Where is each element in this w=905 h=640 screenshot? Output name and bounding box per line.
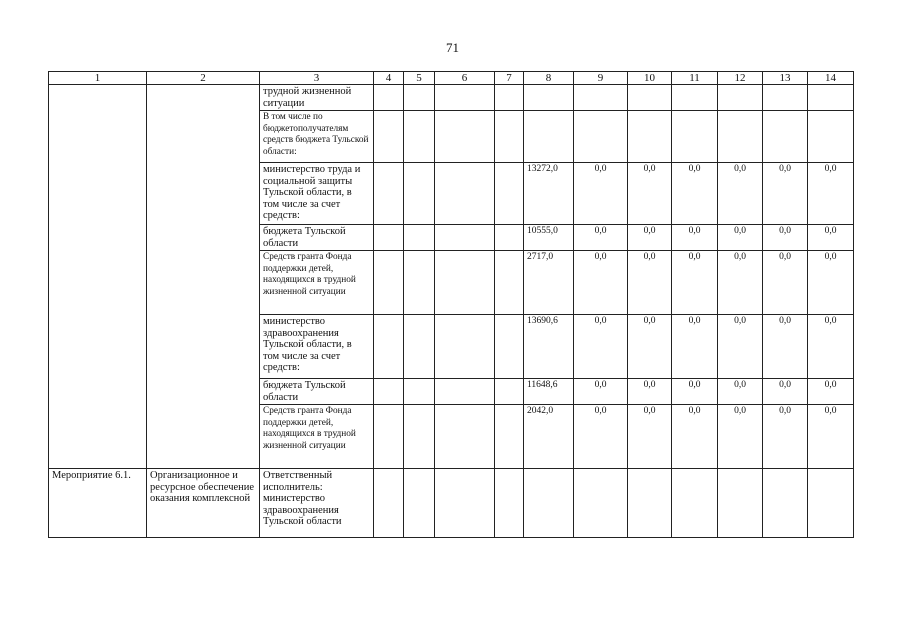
value-cell: 2717,0 xyxy=(524,251,574,315)
empty-cell xyxy=(495,251,524,315)
row-description: трудной жизненной ситуации xyxy=(260,85,374,111)
value-cell: 0,0 xyxy=(718,251,763,315)
value-cell xyxy=(763,85,808,111)
empty-cell xyxy=(404,225,435,251)
empty-cell xyxy=(574,469,628,538)
empty-cell xyxy=(435,405,495,469)
empty-cell xyxy=(374,315,404,379)
empty-cell xyxy=(435,379,495,405)
column-header-4: 4 xyxy=(374,72,404,85)
value-cell: 0,0 xyxy=(808,405,854,469)
column-header-6: 6 xyxy=(435,72,495,85)
empty-cell xyxy=(435,225,495,251)
empty-cell xyxy=(404,315,435,379)
value-cell: 0,0 xyxy=(574,379,628,405)
empty-cell xyxy=(404,85,435,111)
empty-cell xyxy=(404,111,435,163)
row-description: бюджета Тульской области xyxy=(260,225,374,251)
empty-cell xyxy=(374,85,404,111)
value-cell: 0,0 xyxy=(718,379,763,405)
value-cell: 0,0 xyxy=(763,225,808,251)
empty-cell xyxy=(404,251,435,315)
column-header-13: 13 xyxy=(763,72,808,85)
value-cell: 0,0 xyxy=(628,315,672,379)
column-header-10: 10 xyxy=(628,72,672,85)
value-cell xyxy=(574,85,628,111)
empty-cell xyxy=(435,111,495,163)
empty-cell xyxy=(495,315,524,379)
value-cell: 0,0 xyxy=(808,251,854,315)
value-cell xyxy=(808,85,854,111)
budget-table xyxy=(48,71,854,538)
row-description: Средств гранта Фонда поддержки детей, находящихся в трудной жизненной ситуации xyxy=(260,405,374,469)
column-header-14: 14 xyxy=(808,72,854,85)
empty-cell xyxy=(495,225,524,251)
value-cell: 0,0 xyxy=(672,225,718,251)
empty-cell xyxy=(374,251,404,315)
row-description: В том числе по бюджетополучателям средств бюджета Тульской области: xyxy=(260,111,374,163)
value-cell: 0,0 xyxy=(718,163,763,225)
value-cell: 0,0 xyxy=(574,315,628,379)
value-cell xyxy=(524,85,574,111)
event-title: Организационное и ресурсное обеспечение оказания комплексной xyxy=(147,469,260,538)
value-cell: 10555,0 xyxy=(524,225,574,251)
event-number: Мероприятие 6.1. xyxy=(49,469,147,538)
value-cell: 13690,6 xyxy=(524,315,574,379)
row-description: министерство здравоохранения Тульской области, в том числе за счет средств: xyxy=(260,315,374,379)
empty-cell xyxy=(495,405,524,469)
empty-cell xyxy=(495,379,524,405)
empty-cell xyxy=(435,251,495,315)
header-row xyxy=(49,72,854,85)
value-cell xyxy=(718,111,763,163)
empty-cell xyxy=(404,469,435,538)
empty-cell xyxy=(435,163,495,225)
empty-cell xyxy=(718,469,763,538)
value-cell: 0,0 xyxy=(672,405,718,469)
value-cell: 2042,0 xyxy=(524,405,574,469)
empty-cell xyxy=(374,111,404,163)
value-cell: 0,0 xyxy=(574,405,628,469)
empty-cell xyxy=(404,379,435,405)
row-description: Средств гранта Фонда поддержки детей, находящихся в трудной жизненной ситуации xyxy=(260,251,374,315)
row-description: министерство труда и социальной защиты Тульской области, в том числе за счет средств: xyxy=(260,163,374,225)
value-cell: 0,0 xyxy=(628,225,672,251)
column-header-11: 11 xyxy=(672,72,718,85)
value-cell: 0,0 xyxy=(574,225,628,251)
value-cell xyxy=(718,85,763,111)
column-header-9: 9 xyxy=(574,72,628,85)
value-cell: 0,0 xyxy=(808,225,854,251)
value-cell: 13272,0 xyxy=(524,163,574,225)
value-cell: 0,0 xyxy=(808,379,854,405)
merged-cell-col-1 xyxy=(49,85,147,469)
value-cell: 0,0 xyxy=(628,163,672,225)
event-responsible: Ответственный исполнитель: министерство здравоохранения Тульской области xyxy=(260,469,374,538)
empty-cell xyxy=(495,111,524,163)
value-cell: 0,0 xyxy=(763,379,808,405)
value-cell: 0,0 xyxy=(672,315,718,379)
value-cell: 0,0 xyxy=(628,405,672,469)
value-cell xyxy=(808,111,854,163)
value-cell: 0,0 xyxy=(763,315,808,379)
column-header-8: 8 xyxy=(524,72,574,85)
value-cell xyxy=(574,111,628,163)
empty-cell xyxy=(808,469,854,538)
column-header-7: 7 xyxy=(495,72,524,85)
empty-cell xyxy=(435,315,495,379)
merged-cell-col-2 xyxy=(147,85,260,469)
column-header-5: 5 xyxy=(404,72,435,85)
empty-cell xyxy=(404,405,435,469)
column-header-1: 1 xyxy=(49,72,147,85)
empty-cell xyxy=(374,379,404,405)
value-cell: 0,0 xyxy=(763,405,808,469)
value-cell: 0,0 xyxy=(672,379,718,405)
value-cell: 0,0 xyxy=(672,163,718,225)
empty-cell xyxy=(374,225,404,251)
empty-cell xyxy=(524,469,574,538)
value-cell: 0,0 xyxy=(763,251,808,315)
value-cell: 0,0 xyxy=(672,251,718,315)
table-row xyxy=(49,85,854,111)
value-cell xyxy=(628,111,672,163)
event-row xyxy=(49,469,854,538)
row-description: бюджета Тульской области xyxy=(260,379,374,405)
column-header-2: 2 xyxy=(147,72,260,85)
column-header-3: 3 xyxy=(260,72,374,85)
column-header-12: 12 xyxy=(718,72,763,85)
empty-cell xyxy=(495,163,524,225)
empty-cell xyxy=(374,469,404,538)
empty-cell xyxy=(435,85,495,111)
value-cell: 0,0 xyxy=(574,163,628,225)
empty-cell xyxy=(495,469,524,538)
empty-cell xyxy=(435,469,495,538)
empty-cell xyxy=(763,469,808,538)
value-cell xyxy=(763,111,808,163)
value-cell xyxy=(524,111,574,163)
empty-cell xyxy=(495,85,524,111)
value-cell: 11648,6 xyxy=(524,379,574,405)
value-cell xyxy=(672,111,718,163)
page-number: 71 xyxy=(446,40,459,55)
value-cell: 0,0 xyxy=(808,315,854,379)
value-cell: 0,0 xyxy=(808,163,854,225)
value-cell: 0,0 xyxy=(718,225,763,251)
empty-cell xyxy=(374,405,404,469)
value-cell: 0,0 xyxy=(718,315,763,379)
value-cell: 0,0 xyxy=(718,405,763,469)
empty-cell xyxy=(628,469,672,538)
empty-cell xyxy=(374,163,404,225)
value-cell: 0,0 xyxy=(628,379,672,405)
value-cell: 0,0 xyxy=(574,251,628,315)
empty-cell xyxy=(672,469,718,538)
value-cell xyxy=(672,85,718,111)
value-cell: 0,0 xyxy=(628,251,672,315)
value-cell: 0,0 xyxy=(763,163,808,225)
empty-cell xyxy=(404,163,435,225)
value-cell xyxy=(628,85,672,111)
